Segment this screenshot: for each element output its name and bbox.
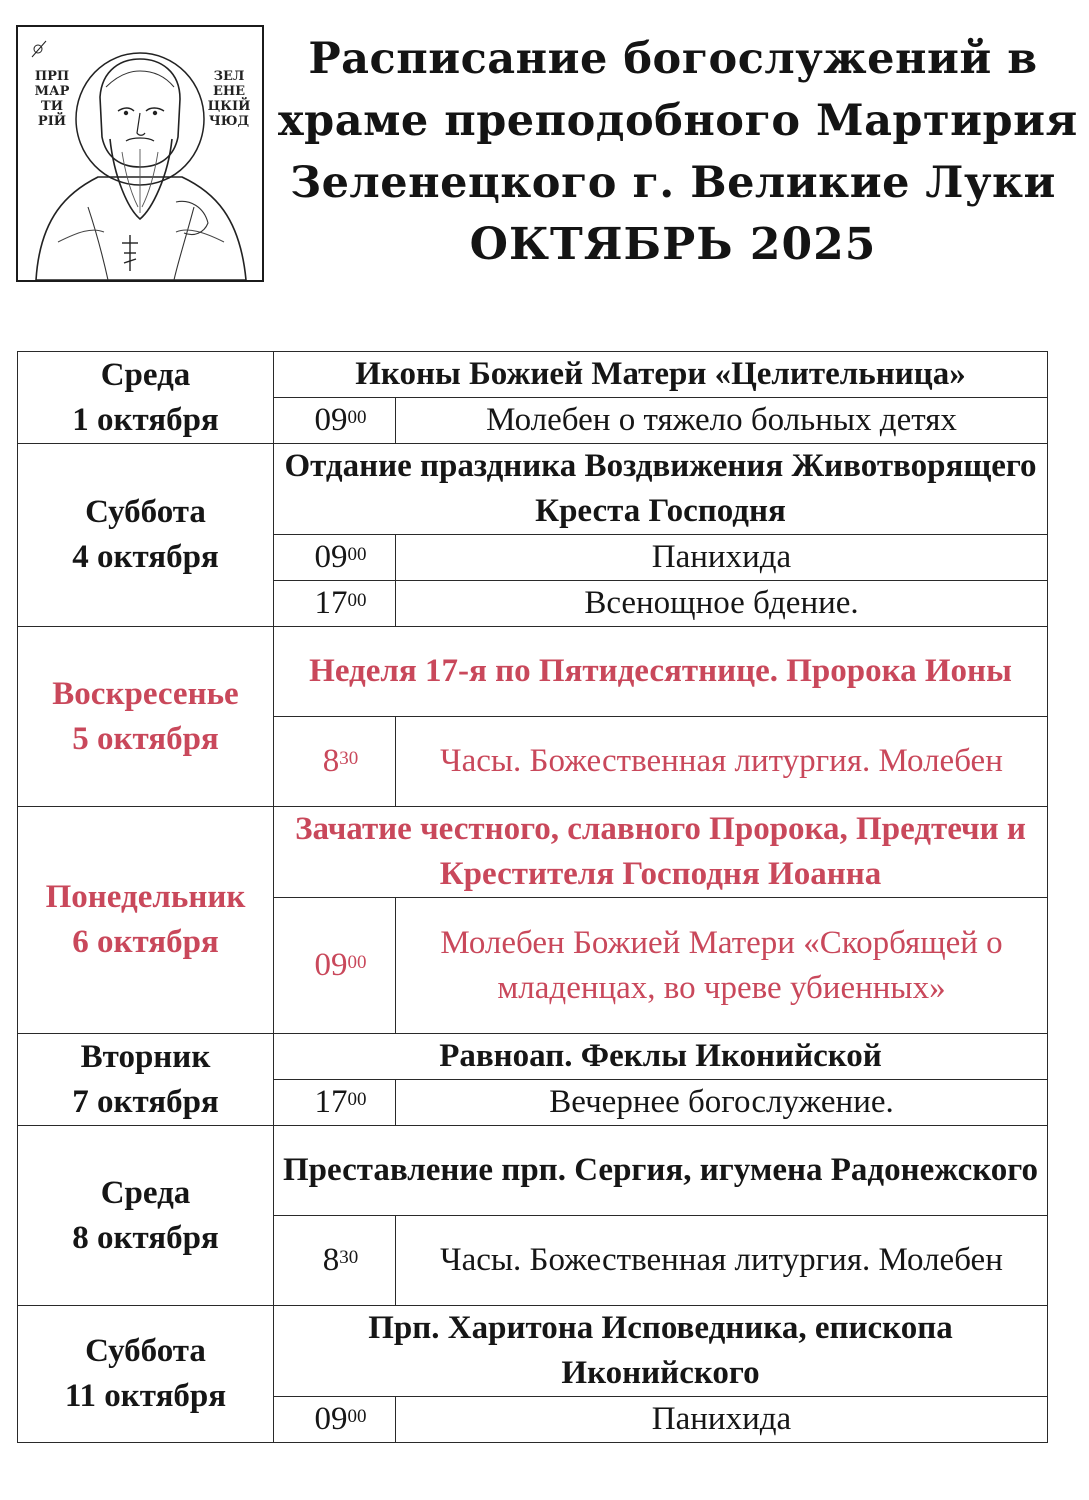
date: 4 октября <box>72 539 219 575</box>
service-minutes: 00 <box>347 407 367 428</box>
service-time <box>274 398 396 444</box>
service-minutes: 00 <box>347 952 367 973</box>
feast-title: Неделя 17-я по Пятидесятнице. Пророка Ионы <box>274 627 1048 717</box>
weekday: Среда <box>100 1174 191 1211</box>
date: 6 октября <box>72 924 219 960</box>
weekday: Понедельник <box>45 879 246 915</box>
feast-title: Преставление прп. Сергия, игумена Радонежского <box>274 1126 1048 1216</box>
service-description: Панихида <box>396 1397 1048 1443</box>
page-title <box>278 28 1078 276</box>
icon-caption-left: ПРП МАР ТИ РІЙ <box>34 69 70 129</box>
day-feast-row <box>18 627 1048 717</box>
feast-title: Зачатие честного, славного Пророка, Предтечи и Крестителя Господня Иоанна <box>274 807 1048 898</box>
service-time <box>274 1080 396 1126</box>
day-feast-row <box>18 444 1048 535</box>
title-line-2: храме преподобного Мартирия <box>278 96 1078 146</box>
service-minutes: 30 <box>339 748 359 769</box>
service-time <box>274 717 396 807</box>
weekday: Воскресенье <box>52 675 239 712</box>
day-cell <box>18 1306 274 1443</box>
service-minutes: 00 <box>347 1089 367 1110</box>
service-description: Вечернее богослужение. <box>396 1080 1048 1126</box>
service-time <box>274 1216 396 1306</box>
date: 1 октября <box>72 401 219 438</box>
service-description: Панихида <box>396 535 1048 581</box>
day-cell <box>18 352 274 444</box>
service-description: Молебен о тяжело больных детях <box>396 398 1048 444</box>
schedule-table <box>17 351 1048 1443</box>
day-feast-row <box>18 807 1048 898</box>
title-month: ОКТЯБРЬ 2025 <box>469 219 877 270</box>
service-hour: 8 <box>322 743 340 779</box>
day-cell <box>18 1034 274 1126</box>
icon-caption-right: ЗЕЛ ЕНЕ ЦКІЙ ЧЮД <box>207 69 251 129</box>
service-time <box>274 898 396 1034</box>
service-hour: 09 <box>314 402 348 438</box>
day-cell <box>18 807 274 1034</box>
feast-title: Отдание праздника Воздвижения Животворящего Креста Господня <box>274 444 1048 535</box>
service-description: Всенощное бдение. <box>396 581 1048 627</box>
weekday: Вторник <box>80 1038 211 1075</box>
weekday: Суббота <box>85 1333 206 1369</box>
day-cell <box>18 627 274 807</box>
service-hour: 17 <box>314 585 348 621</box>
service-description: Часы. Божественная литургия. Молебен <box>396 717 1048 807</box>
service-hour: 09 <box>314 539 348 575</box>
service-time <box>274 581 396 627</box>
day-cell <box>18 1126 274 1306</box>
feast-title: Равноап. Феклы Иконийской <box>274 1034 1048 1080</box>
service-description: Молебен Божией Матери «Скорбящей о младенцах, во чреве убиенных» <box>396 898 1048 1034</box>
title-line-3: Зеленецкого г. Великие Луки <box>290 158 1056 208</box>
service-time <box>274 1397 396 1443</box>
day-feast-row <box>18 1306 1048 1397</box>
service-minutes: 00 <box>347 1406 367 1427</box>
service-hour: 09 <box>314 1401 348 1437</box>
service-minutes: 30 <box>339 1247 359 1268</box>
service-hour: 17 <box>314 1084 348 1120</box>
date: 11 октября <box>64 1378 227 1414</box>
service-hour: 09 <box>314 947 348 983</box>
feast-title: Иконы Божией Матери «Целительница» <box>274 352 1048 398</box>
saint-martyrius-icon <box>18 27 262 280</box>
service-minutes: 00 <box>347 544 367 565</box>
day-feast-row <box>18 1126 1048 1216</box>
day-feast-row <box>18 352 1048 398</box>
service-description: Часы. Божественная литургия. Молебен <box>396 1216 1048 1306</box>
day-feast-row <box>18 1034 1048 1080</box>
service-minutes: 00 <box>347 590 367 611</box>
weekday: Среда <box>100 356 191 393</box>
date: 5 октября <box>72 720 219 757</box>
day-cell <box>18 444 274 627</box>
service-time <box>274 535 396 581</box>
title-line-1: Расписание богослужений в <box>308 34 1038 84</box>
saint-icon-frame <box>16 25 264 282</box>
service-hour: 8 <box>322 1242 340 1278</box>
page-header <box>0 0 1089 300</box>
feast-title: Прп. Харитона Исповедника, епископа Иконийского <box>274 1306 1048 1397</box>
date: 7 октября <box>72 1083 219 1120</box>
date: 8 октября <box>72 1219 219 1256</box>
weekday: Суббота <box>85 494 206 530</box>
